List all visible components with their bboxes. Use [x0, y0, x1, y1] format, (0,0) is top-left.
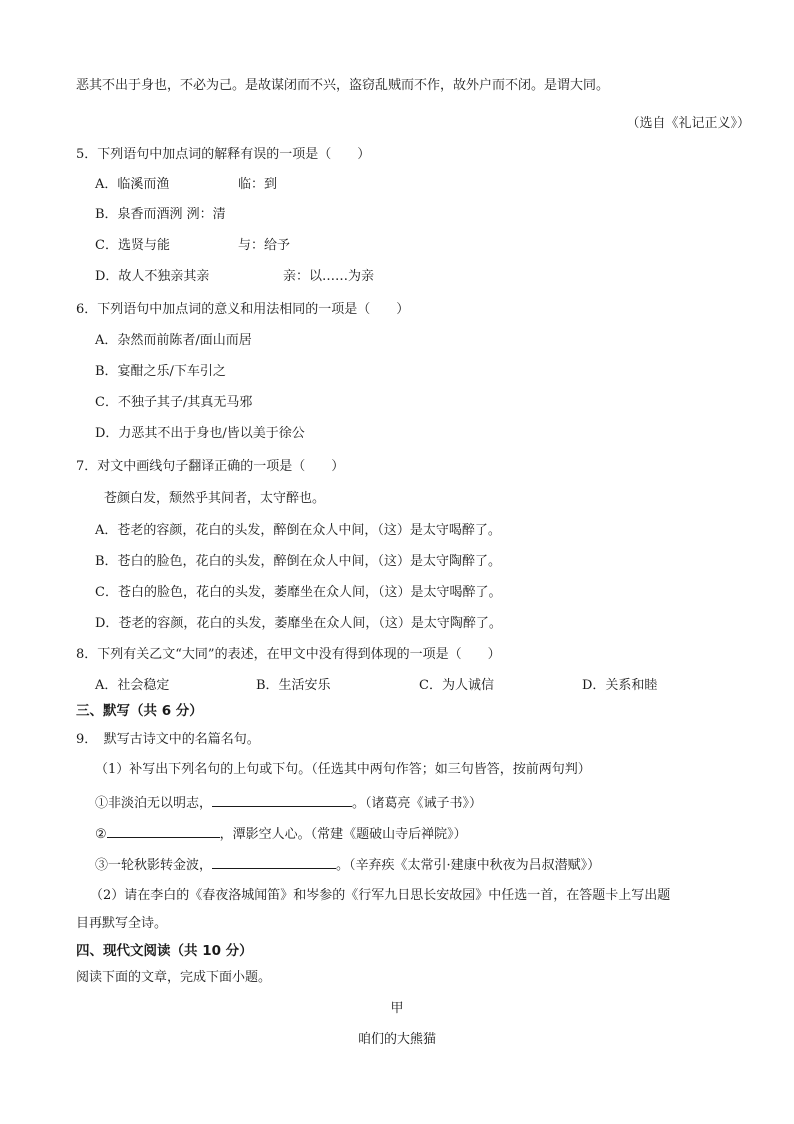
q9-stem: 9． 默写古诗文中的名篇名句。	[76, 732, 260, 747]
q9-item-3-answer-blank[interactable]	[212, 855, 336, 869]
q5-option-a	[95, 176, 278, 194]
q5-option-d	[95, 268, 375, 286]
q6-option-b: B．宴酣之乐/下车引之	[95, 364, 226, 379]
q9-item-3-post: 。（辛弃疾《太常引·建康中秋夜为吕叔潜赋》）	[336, 858, 601, 873]
q5-stem: 5．下列语句中加点词的解释有误的一项是（ ）	[76, 147, 371, 162]
q7-option-b: B．苍白的脸色，花白的头发，醉倒在众人中间，（这）是太守陶醉了。	[95, 554, 502, 569]
passage-source: （选自《礼记正义》）	[626, 116, 750, 131]
q5-option-d-text: D．故人不独亲其亲	[95, 269, 210, 284]
q7-option-a: A．苍老的容颜，花白的头发，醉倒在众人中间，（这）是太守喝醉了。	[95, 523, 501, 538]
q9-item-1	[95, 793, 482, 813]
q9-sub2-line-2: 目再默写全诗。	[76, 916, 168, 931]
q7-option-c: C．苍白的脸色，花白的头发，萎靡坐在众人间，（这）是太守喝醉了。	[95, 585, 502, 600]
q8-stem: 8．下列有关乙文“大同”的表述，在甲文中没有得到体现的一项是（ ）	[76, 647, 501, 662]
q7-stem: 7．对文中画线句子翻译正确的一项是（ ）	[76, 459, 345, 474]
q5-option-b: B．泉香而酒洌 洌：清	[95, 207, 226, 222]
q5-option-a-gloss: 临：到	[238, 177, 278, 192]
q9-item-3	[95, 855, 600, 875]
q6-option-d: D．力恶其不出于身也/皆以美于徐公	[95, 426, 305, 441]
q9-item-2-pre: ②	[95, 827, 107, 842]
section-4-heading: 四、现代文阅读（共 10 分）	[76, 943, 253, 959]
q8-option-b: B．生活安乐	[256, 678, 331, 693]
q5-option-c-gloss: 与：给予	[238, 238, 291, 253]
q7-quote: 苍颜白发，颓然乎其间者，太守醉也。	[104, 491, 326, 506]
q9-sub1: （1）补写出下列名句的上句或下句。（任选其中两句作答；如三句皆答，按前两句判）	[95, 762, 591, 777]
article-title: 咱们的大熊猫	[357, 1032, 436, 1047]
q8-option-c: C．为人诚信	[419, 678, 494, 693]
q7-option-d: D．苍老的容颜，花白的头发，萎靡坐在众人间，（这）是太守陶醉了。	[95, 616, 502, 631]
q9-item-3-pre: ③一轮秋影转金波，	[95, 858, 213, 873]
q9-item-2	[95, 824, 467, 844]
q9-item-1-answer-blank[interactable]	[212, 793, 352, 807]
q8-option-d: D．关系和睦	[582, 678, 658, 693]
q6-stem: 6．下列语句中加点词的意义和用法相同的一项是（ ）	[76, 302, 410, 317]
passage-end-text: 恶其不出于身也，不必为己。是故谋闭而不兴，盗窃乱贼而不作，故外户而不闭。是谓大同。	[76, 78, 610, 93]
q5-option-c-text: C．选贤与能	[95, 238, 170, 253]
q9-item-2-post: ，潭影空人心。（常建《题破山寺后禅院》）	[219, 827, 467, 842]
section-3-heading: 三、默写（共 6 分）	[76, 703, 203, 719]
q5-option-c	[95, 237, 291, 255]
q6-option-a: A．杂然而前陈者/面山而居	[95, 333, 252, 348]
q9-sub2-line-1: （2）请在李白的《春夜洛城闻笛》和岑参的《行军九日思长安故园》中任选一首，在答题卡上写出题	[90, 888, 671, 903]
q5-option-a-text: A．临溪而渔	[95, 177, 170, 192]
section-4-intro: 阅读下面的文章，完成下面小题。	[76, 970, 272, 985]
q8-option-a: A．社会稳定	[95, 678, 170, 693]
q5-option-d-gloss: 亲：以……为亲	[283, 269, 375, 284]
q9-item-1-pre: ①非淡泊无以明志，	[95, 796, 213, 811]
q6-option-c: C．不独子其子/其真无马邪	[95, 395, 253, 410]
q9-item-2-answer-blank[interactable]	[107, 824, 220, 838]
q9-item-1-post: 。（诸葛亮《诫子书》）	[352, 796, 483, 811]
article-part-label: 甲	[390, 1001, 404, 1016]
